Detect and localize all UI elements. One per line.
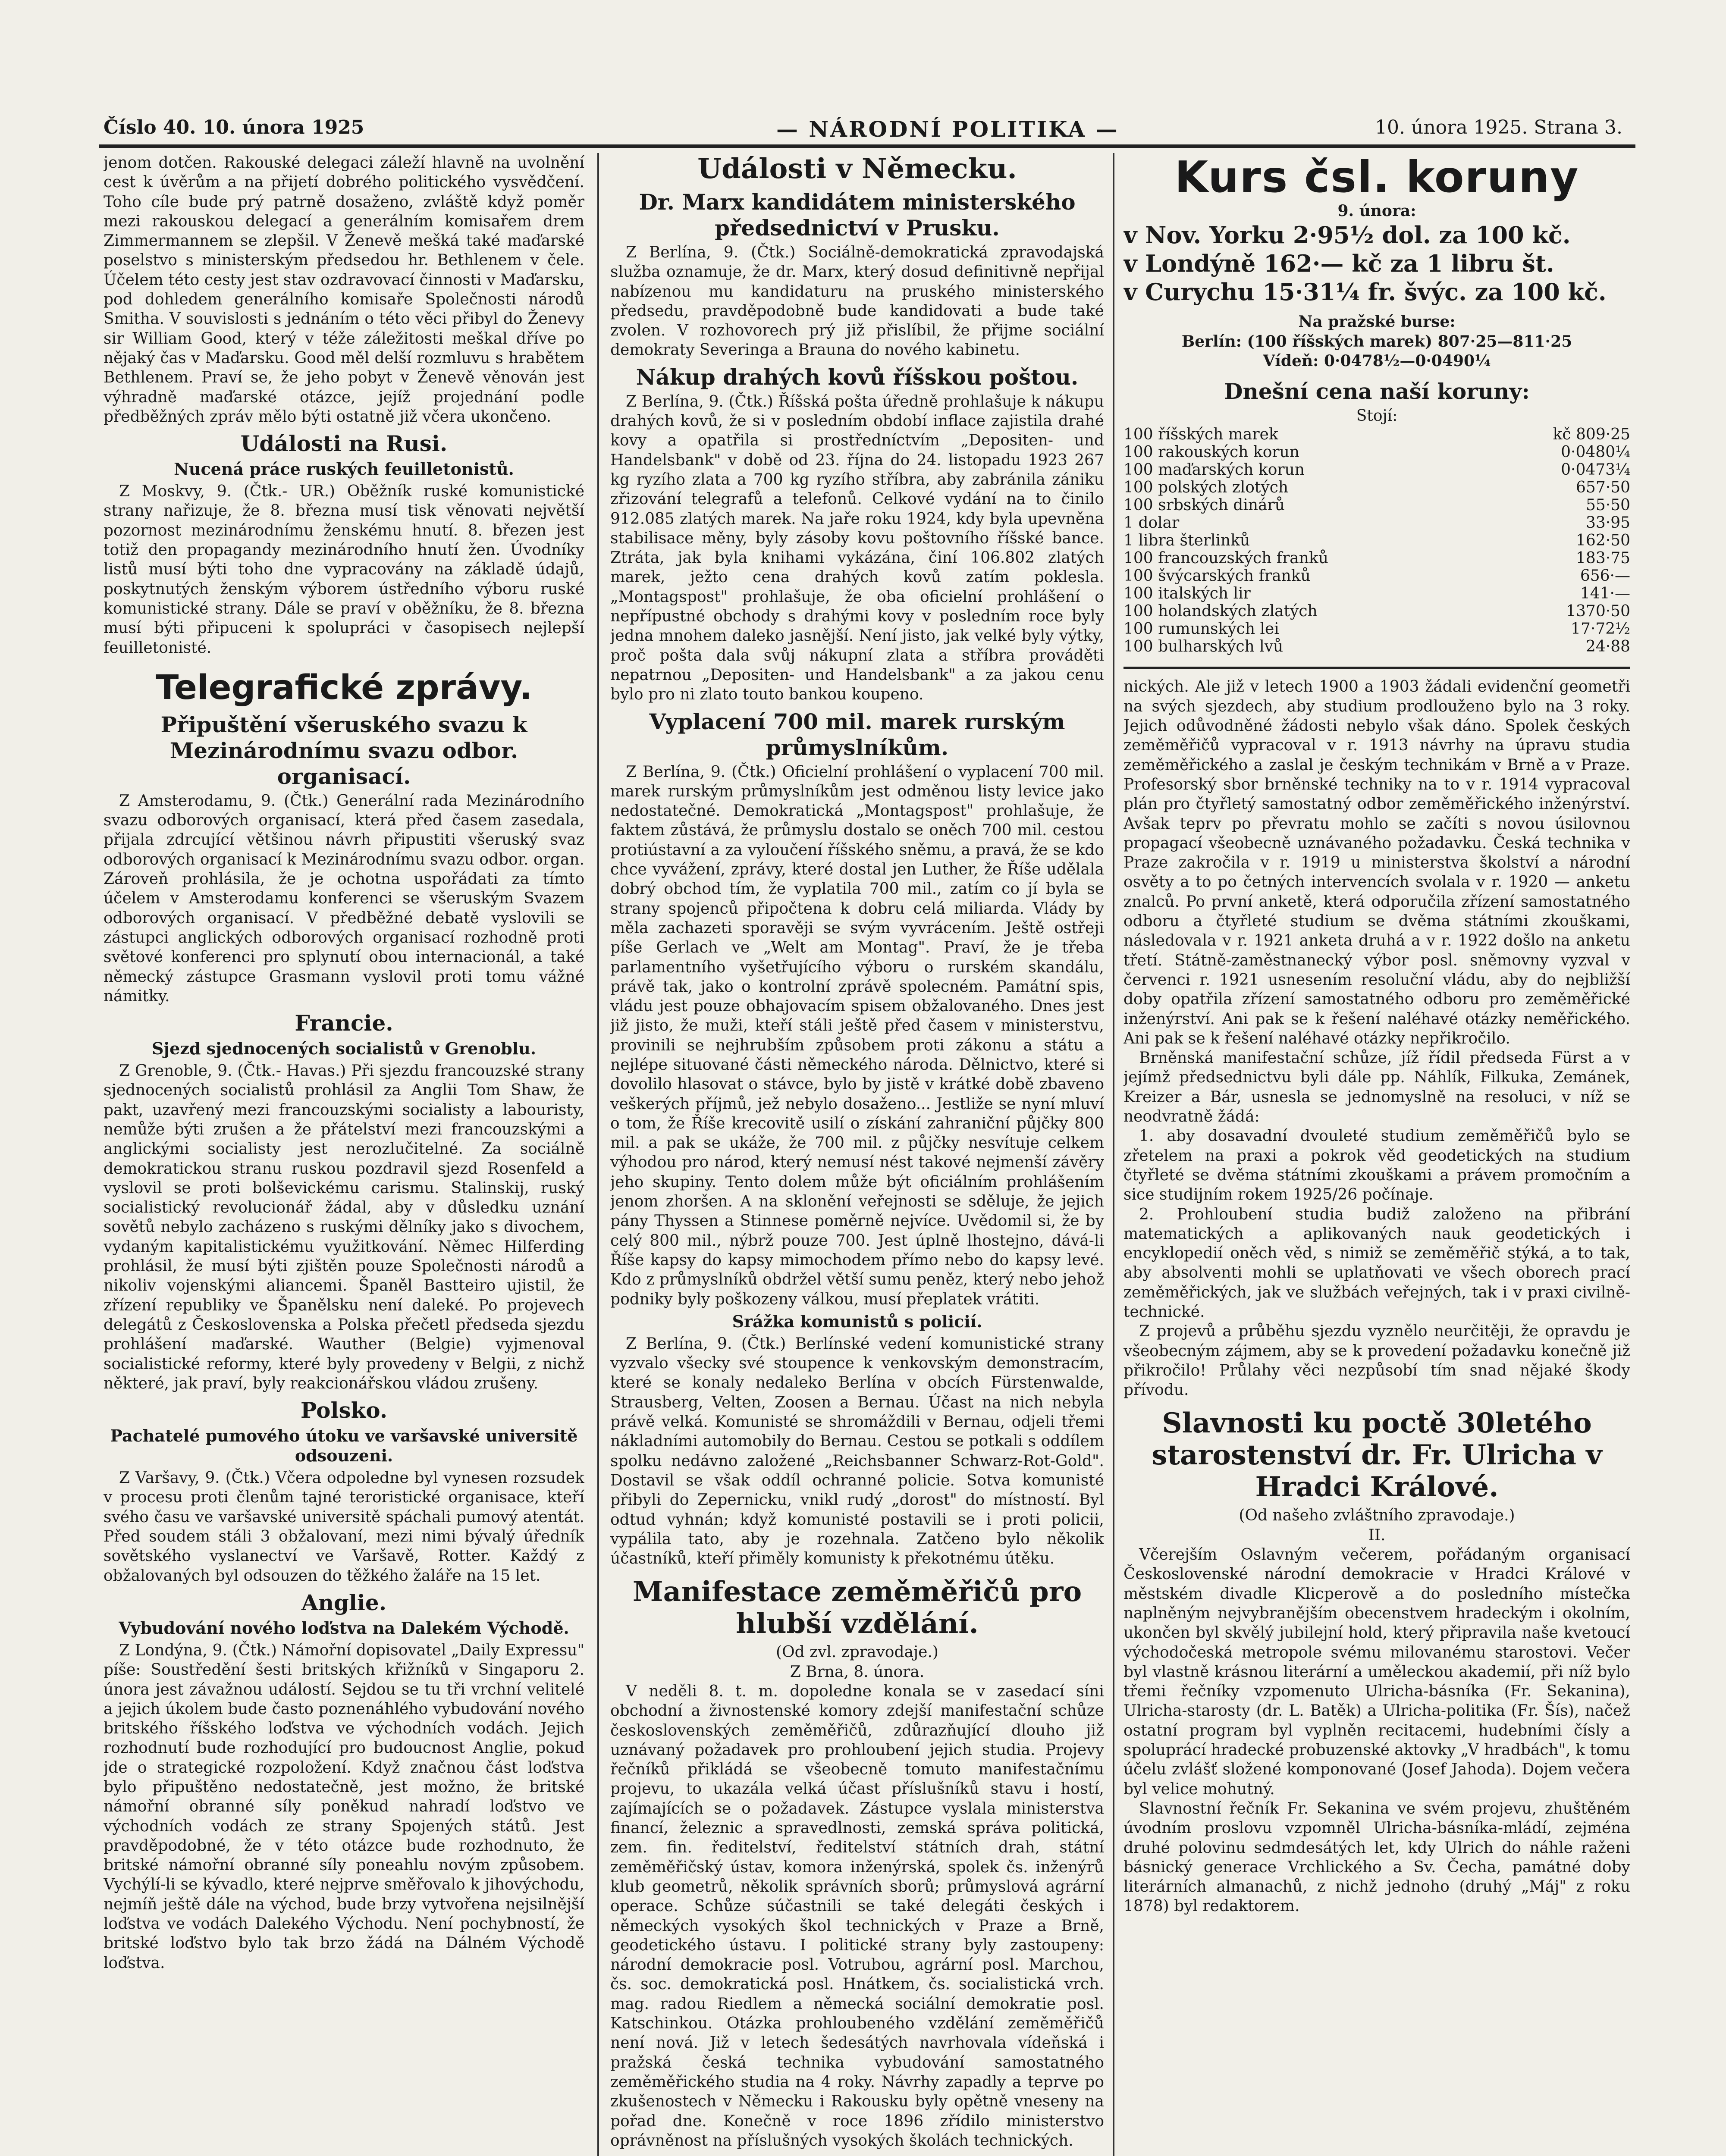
section-heading: Události v Německu. [697, 153, 1017, 185]
article-headline: Dr. Marx kandidátem ministerského předsednictví v Prusku. [639, 189, 1076, 241]
article-text: Z Grenoble, 9. (Čtk.- Havas.) Při sjezdu francouzské strany sjednocených socialistů prohlásil za Anglii Tom Shaw, že pakt, uzavřený mezi francouzskými socialisty a labouristy, nemůže býti zrušen a že přátelství mezi francouzskými a anglickými socialisty jest nerozlučitelné. Za sociálně demokratickou stranu ruskou pozdravil sjezd Rosenfeld a vyslovil se proti bolševickému carismu. Stalinskij, ruský socialistický revolucionář žádal, aby v důsledku uznání sovětů nebylo zacházeno s ruskými dělníky jako s divochem, vydaným kapitalistickému využitkování. Němec Hilferding prohlásil, že musí býti zjištěn pouze Společnosti národů a nikoliv vojenskými aliancemi. Španěl Bastteiro ujistil, že zřízení republiky ve Španělsku není daleké. Po projevech delegátů z Československa a Polska přečetl předseda sjezdu prohlášení maďarské. Wauther (Belgie) vyjmenoval socialistické reformy, které byly provedeny v Belgii, z nichž některé, jak praví, byly reakcionářskou vládou zrušeny. [104, 1062, 584, 1392]
article-text: Z projevů a průběhu sjezdu vyznělo neurčitěji, že opravdu je všeobecným zájmem, aby se k provedení požadavku konečně již přikročilo! Průlahy věci nezpůsobí tím snad nějaké škody přívodu. [1123, 1322, 1630, 1399]
article-headline: Nucená práce ruských feuilletonistů. [174, 459, 514, 479]
table-row: 100 polských zlotých 657·50 [1123, 479, 1630, 497]
column-divider [597, 153, 599, 2156]
article-source: (Od našeho zvláštního zpravodaje.) [1239, 1507, 1515, 1525]
burse-heading: Na pražské burse: [1298, 313, 1456, 331]
article-headline: Vybudování nového loďstva na Dalekém Východě. [119, 1618, 569, 1638]
rate-new-york: v Nov. Yorku 2·95½ dol. za 100 kč. [1123, 221, 1571, 249]
article-text: Z Berlína, 9. (Čtk.) Oficielní prohlášení o vyplacení 700 mil. marek rurským průmyslníkům jest odměnou listy levice jako nedostatečné. Demokratická „Montagspost" prohlašuje, že faktem zůstává, že průmyslu dostalo se oněch 700 mil. cestou protiústavní a za vyloučení říšského sněmu, a pravá, že se kdo chce vyvážení, zprávy, které dostal jen Luther, že Říše udělala dobrý obchod tím, že vyplatila 700 mil., zatím co jí byla se strany spojenců připočtena k dobru celá miliarda. Vlády by měla zachazeti sporavěji se svým vyvrácením. Ještě ostřeji píše Gerlach ve „Welt am Montag". Praví, že je třeba parlamentního vyšetřujícího výboru o rurském skandálu, právě tak, jako o kontrolní zprávě spolecném. Památní spis, vládu jest pouze obhajovacím spisem obžalovaného. Dnes jest již jisto, že muži, kteří stáli ještě před časem v ministerstvu, provinili se nejhrubším způsobem proti zákonu a státu a nejlépe situované části německého národa. Dělnictvo, které si dovolilo hlasovat o stávce, bylo by jistě v krátké době zbaveno veškerých příjmů, jež nebylo dosaženo... Jestliže se nyní mluví o tom, že Říše krecovitě usilí o získání zahraniční půjčky 800 mil. a pak se ukáže, že 700 mil. z půjčky nesvítuje celkem výhodou pro národ, který nemusí nést takové nejmenší závěry jeho skupiny. Tento dolem může být oficiálním prohlášením jenom zhoršen. A na sklonění veřejnosti se sděluje, že jejich pány Thyssen a Stinnese poměrně nejvíce. Uvědomil si, že by celý 800 mil., nýbrž pouze 700. Jest úplně lhostejno, dává-li Říše kapsy do kapsy mimochodem přímo nebo do kapsy levé. Kdo z průmyslníků obdržel větší sumu peněz, který nebo jehož podniky byly poškozeny válkou, musí přeplatek vrátiti. [610, 763, 1104, 1308]
article-headline: Vyplacení 700 mil. marek rurským průmyslníkům. [649, 708, 1065, 760]
article-text: Z Berlína, 9. (Čtk.) Říšská pošta úředně prohlašuje k nákupu drahých kovů, že si v posledním období inflace zajistila drahé kovy a opatřila si prostředníctvím „Depositen- und Handelsbank" v době od 23. října do 24. listopadu 1923 267 kg ryzího zlata a 700 kg ryzího stříbra, aby zabránila zániku zřizování telegrafů a telefonů. Celkové vydání na to činilo 912.085 zlatých marek. Na jaře roku 1924, kdy byla upevněna stabilisace měny, byly zásoby kovu poštovního říšské bance. Ztráta, jak byla knihami vykázána, činí 106.802 zlatých marek, ježto cena drahých kovů zatím poklesla. „Montagspost" prohlašuje, že oba oficielní prohlášení o nepřípustné obchody s drahými kovy v posledním roce byly jedna mnohem daleko jasnější. Není jisto, jak velké byly výtky, proč pošta dala svůj nákupní zlata a stříbra prováděti nepatrnou „Depositen- und Handelsbank" a za jakou cenu bylo pro ni zlato touto bankou koupeno. [610, 392, 1104, 704]
currency-table [1123, 426, 1630, 655]
article-text: Z Moskvy, 9. (Čtk.- UR.) Oběžník ruské komunistické strany nařizuje, že 8. března musí tisk věnovati největší pozornost mezinárodnímu ženskému hnutí. 8. březen jest totiž den propagandy mezinárodního hnutí žen. Úvodníky listů musí býti toho dne vypracovány na základě údajů, poskytnutých ženským výborem ústředního výboru ruské komunistické strany. Dále se praví v oběžníku, že 8. března musí býti připuceni k spolupráci v časopisech nejlepší feuilletonisté. [104, 483, 584, 657]
exchange-rate-date: 9. února: [1337, 202, 1416, 220]
rate-zurich: v Curychu 15·31¼ fr. švýc. za 100 kč. [1123, 278, 1607, 306]
article-headline: Slavnosti ku poctě 30letého starostenství dr. Fr. Ulricha v Hradci Králové. [1152, 1407, 1602, 1504]
table-row: 100 francouzských franků 183·75 [1123, 549, 1630, 567]
rate-london: v Londýně 162·— kč za 1 libru št. [1123, 250, 1554, 278]
article-headline: Srážka komunistů s policií. [732, 1311, 982, 1331]
table-row: 100 bulharských lvů 24·88 [1123, 638, 1630, 656]
currency-table-caption: Stojí: [1356, 407, 1398, 425]
article-text: Z Londýna, 9. (Čtk.) Námořní dopisovatel „Daily Expressu" píše: Soustředění šesti britských křižníků v Singaporu 2. února jest závažnou událostí. Sejdou se tu tři vrchní velitelé a jejich úkolem bude často poznenáhlého vybudování nového britského říšského loďstva ve východních vodách. Jejich rozhodnutí bude rozhodující pro budoucnost Anglie, pokud jde o strategické rozpoložení. Když značnou část loďstva bylo připuštěno nedostatečně, jest možno, že britské námořní obranné síly poněkud nahradí loďstvo ve východních vodách ze strany Spojených států. Jest pravděpodobné, že v této otázce bude rozhodnuto, že britské námořní obranné síly poneahlu novým způsobem. Vychýlí-li se kývadlo, které nejprve směřovalo k jihovýchodu, nejmíň ještě dále na východ, bude brzy vytvořena nejsilnější loďstva ve vodách Dalekého Východu. Není pochybností, že britské loďstvo bylo tak brzo žádá na Dálném Východě loďstva. [104, 1641, 584, 1972]
section-heading: Francie. [295, 1010, 393, 1036]
section-divider [1123, 667, 1630, 669]
table-row: 1 libra šterlinků 162·50 [1123, 532, 1630, 550]
table-row: 100 italských lir 141·— [1123, 585, 1630, 603]
burse-vienna: Vídeň: 0·0478½—0·0490¼ [1263, 351, 1491, 370]
issue-number: Číslo 40. 10. února 1925 [104, 116, 364, 138]
table-row: 100 švýcarských franků 656·— [1123, 567, 1630, 585]
article-text: Z Varšavy, 9. (Čtk.) Včera odpoledne byl vynesen rozsudek v procesu proti členům tajné teroristické organisace, kteří svého času ve varšavské universitě spáchali pumový atentát. Před soudem stáli 3 obžalovaní, mezi nimi bývalý úředník sovětského vyslanectví ve Varšavě, Rotter. Každý z obžalovaných byl odsouzen do těžkého žaláře na 15 let. [104, 1469, 584, 1585]
header-rule [99, 144, 1635, 148]
article-headline: Nákup drahých kovů říšskou poštou. [636, 364, 1079, 390]
article-text: Z Amsterodamu, 9. (Čtk.) Generální rada Mezinárodního svazu odborových organisací, která před časem zasedala, přijala zdrcující většinou návrh připustiti všeruský svaz odborových organisací k Mezinárodnímu svazu odbor. organ. Zároveň prohlásila, že je ochotna uspořádati za tímto účelem v Amsterodamu konferenci se všeruským Svazem odborových organisací. V předběžné debatě vyslovili se zástupci anglických odborových organisací rozhodně proti světové konferenci pro splynutí obou internacionál, a také německý zástupce Grasmann vyslovil proti tomu vážné námitky. [104, 792, 584, 1005]
article-text: jenom dotčen. Rakouské delegaci záleží hlavně na uvolnění cest k úvěrům a na přijetí dobrého politického vysvědčení. Toho cíle bude prý patrně dosaženo, zvláště když poměr mezi rakouskou delegací a generálním komisařem drem Zimmermannem se zlepšil. V Ženevě mešká také maďarské poselstvo s ministerským předsedou hr. Bethlenem v čele. Účelem této cesty jest stav ozdravovací činnosti v Maďarsku, pod dohledem generálního komisaře Společnosti národů Smitha. V souvislosti s jednáním o této věci přibyl do Ženevy sir William Good, který v téže záležitosti meškal dříve po nějaký čas v Maďarsku. Good měl delší rozmluvu s hrabětem Bethlenem. Praví se, že jeho pobyt v Ženevě věnován jest výhradně maďarské otázce, jejíž projednání podle předběžných zpráv mělo býti ostatně již včera ukončeno. [104, 154, 584, 426]
page-number: 10. února 1925. Strana 3. [1375, 116, 1622, 138]
section-heading: Telegrafické zprávy. [156, 668, 532, 707]
section-heading: Anglie. [301, 1589, 387, 1615]
table-row: 100 holandských zlatých 1370·50 [1123, 602, 1630, 620]
article-text: nických. Ale již v letech 1900 a 1903 žádali evidenční geometři na svých sjezdech, aby studium prodlouženo bylo na 3 roky. Jejich odůvodněné žádosti nebylo však dáno. Spolek českých zeměměřičů vypracoval v r. 1913 návrhy na úpravu studia zeměměřického a zaslal je českým technikám v Brně a v Praze. Profesorský sbor brněnské techniky na to v r. 1914 vypracoval plán pro čtyřletý samostatný odbor zeměměřického inženýrství. Avšak teprv po převratu mohlo se začíti s novou úsilovnou propagací všeobecně uznávaného požadavku. Česká technika v Praze zakročila v r. 1919 u ministerstva školství a národní osvěty a to po četných intervencích svolala v r. 1920 — anketu znalců. Po první anketě, která odporučila zřízení samostatného odboru a čtyřleté studium se dvěma státními zkouškami, následovala v r. 1921 anketa druhá a v r. 1922 došlo na anketu třetí. Státně-zaměstnanecký výbor posl. sněmovny vyzval v červenci r. 1921 usnesením resoluční vládu, aby do nejbližší doby opatřila zřízení samostatného odboru pro zeměměřické inženýrství. Ani pak se k řešení naléhavé otázky neměřického. Ani pak se k řešení naléhavé otázky nepřikročilo. [1123, 678, 1630, 1047]
article-text: V neděli 8. t. m. dopoledne konala se v zasedací síni obchodní a živnostenské komory zdejší manifestační schůze československých zeměměřičů, zdůrazňující dlouho již uznávaný požadavek pro prohloubení jejich studia. Projevy řečníků přikládá se všeobecně tomuto manifestačnímu projevu, to ukazála velká účast příslušníků stavu i hostí, zajímajících se o požadavek. Zástupce vyslala ministerstva financí, železnic a spravedlnosti, zemská správa politická, zem. fin. ředitelství, ředitelství státních drah, státní zeměměřičský ústav, komora inženýrská, spolek čs. inženýrů klub geometrů, několik správních sborů; průmyslová agrární operace. Schůze súčastnili se také delegáti českých i německých vysokých škol technických v Praze a Brně, geodetického ústavu. I politické strany byly zastoupeny: národní demokracie posl. Votrubou, agrární posl. Marchou, čs. soc. demokratická posl. Hnátkem, čs. socialistická vrch. mag. radou Riedlem a německá sociální demokratie posl. Katschinkou. Otázka prohloubeného vzdělání zeměměřičů není nová. Již v letech šedesátých navrhovala vídeňská i pražská česká technika vybudování samostatného zeměměřického studia na 4 roky. Návrhy zapadly a teprve po zkušenostech v Německu i Rakousku byly opětně vneseny na pořad dne. Konečně v roce 1896 zřídilo ministerstvo oprávněnost na příslušných vysokých školách technických. [610, 1683, 1104, 2150]
article-text: 2. Prohloubení studia budiž založeno na přibrání matematických a aplikovaných nauk geodetických i encyklopedií oněch věd, s nimiž se zeměměřič stýká, a to tak, aby absolventi mohli se uplatňovati ve všech oborech prací zeměměřických, jak ve službách veřejných, tak i v praxi civilně-technické. [1123, 1205, 1630, 1321]
article-text: 1. aby dosavadní dvouleté studium zeměměřičů bylo se zřetelem na praxi a pokrok věd geodetických na studium čtyřleté se dvěma státními zkouškami a právem promočním a sice studijním rokem 1925/26 počínaje. [1123, 1127, 1630, 1204]
article-dateline: Z Brna, 8. února. [790, 1663, 925, 1681]
article-headline: Sjezd sjednocených socialistů v Grenoblu. [151, 1039, 537, 1059]
article-headline: Připuštění všeruského svazu k Mezinárodnímu svazu odbor. organisací. [160, 711, 527, 789]
section-heading: Události na Rusi. [240, 431, 448, 457]
table-row: 100 maďarských korun 0·0473¼ [1123, 461, 1630, 479]
table-row: 1 dolar 33·95 [1123, 514, 1630, 532]
table-row: 100 říšských marek kč 809·25 [1123, 426, 1630, 444]
currency-table-heading: Dnešní cena naší koruny: [1224, 379, 1530, 404]
masthead: — NÁRODNÍ POLITIKA — [776, 116, 1119, 142]
article-text: Včerejším Oslavným večerem, pořádaným organisací Československé národní demokracie v Hradci Králové v městském divadle Klicperově a do posledního místečka naplněným nejvybranějším obecenstvem hradeckým i okolním, ukončen byl skvělý jubilejní hold, který připravila naše kvetoucí východočeská metropole svému milovanému starostovi. Večer byl vlastně krásnou literární a uměleckou akademií, při níž bylo třemi řečníky vzpomenuto Ulricha-básníka (Fr. Sekanina), Ulricha-starosty (dr. L. Batěk) a Ulricha-politika (Fr. Šís), načež ostatní program byl vyplněn recitacemi, hudebními čísly a spoluprácí hradecké probuzenské aktovky „V hradbách", k tomu účelu zvlášť složené komponované (Josef Jahoda). Dojem večera byl velice mohutný. [1123, 1546, 1630, 1798]
page-header [104, 116, 1622, 147]
column-divider [1113, 153, 1114, 2156]
burse-berlin: Berlín: (100 říšských marek) 807·25—811·25 [1181, 332, 1572, 351]
column-3 [1123, 153, 1630, 2156]
article-text: Brněnská manifestační schůze, jíž řídil předseda Fürst a v jejímž předsednictvu byli dále pp. Náhlík, Filkuka, Zemánek, Kreizer a Bár, usnesla se jednomyslně na resoluci, v níž se neodvratně žádá: [1123, 1049, 1630, 1126]
table-row: 100 srbských dinárů 55·50 [1123, 496, 1630, 514]
article-headline: Manifestace zeměměřičů pro hlubší vzdělání. [632, 1576, 1082, 1640]
article-source: (Od zvl. zpravodaje.) [776, 1643, 938, 1661]
table-row: 100 rumunských lei 17·72½ [1123, 620, 1630, 638]
article-part-number: II. [1368, 1526, 1386, 1544]
section-heading: Polsko. [300, 1398, 388, 1423]
article-text: Z Berlína, 9. (Čtk.) Sociálně-demokratická zpravodajská služba oznamuje, že dr. Marx, který dosud definitivně nepřijal nabízenou mu kandidaturu na pruského ministerského předsedu, pravděpodobně bude kandidovati a bude také zvolen. V rozhovorech prý již přislíbil, že přijme sociální demokraty Severinga a Brauna do nového kabinetu. [610, 244, 1104, 359]
column-1 [104, 153, 584, 2156]
column-2 [610, 153, 1104, 2156]
table-row: 100 rakouských korun 0·0480¼ [1123, 443, 1630, 461]
article-text: Slavnostní řečník Fr. Sekanina ve svém projevu, zhuštěném úvodním proslovu vzpomněl Ulricha-básníka-mládí, zejména druhé polovinu sedmdesátých let, kdy Ulrich do náhle raženi básnický generace Vrchlického a Sv. Čecha, památné doby literárních almanachů, z nichž jednoho (druhý „Máj" z roku 1878) byl redaktorem. [1123, 1799, 1630, 1915]
article-text: Z Berlína, 9. (Čtk.) Berlínské vedení komunistické strany vyzvalo všecky své stoupence k venkovským demonstracím, které se konaly nedaleko Berlína v obcích Fürstenwalde, Strausberg, Velten, Zoosen a Bernau. Účast na nich nebyla právě velká. Komunisté se shromáždili v Bernau, odjeli třemi nákladními automobily do Bernau. Cestou se potkali s oddílem spolku nedávno založené „Reichsbanner Schwarz-Rot-Gold". Dostavil se však oddíl ochranné policie. Sotva komunisté přibyli do Zepernicku, vnikl rudý „dorost" do místností. Byl odtud vyhnán; když komunisté postavili se i proti policii, vypálila tato, aby je rozehnala. Zatčeno bylo několik účastníků, kteří přiměly komunisty k překotnému útěku. [610, 1335, 1104, 1568]
article-headline: Pachatelé pumového útoku ve varšavské universitě odsouzeni. [110, 1426, 578, 1466]
exchange-rate-title: Kurs čsl. koruny [1174, 153, 1579, 202]
